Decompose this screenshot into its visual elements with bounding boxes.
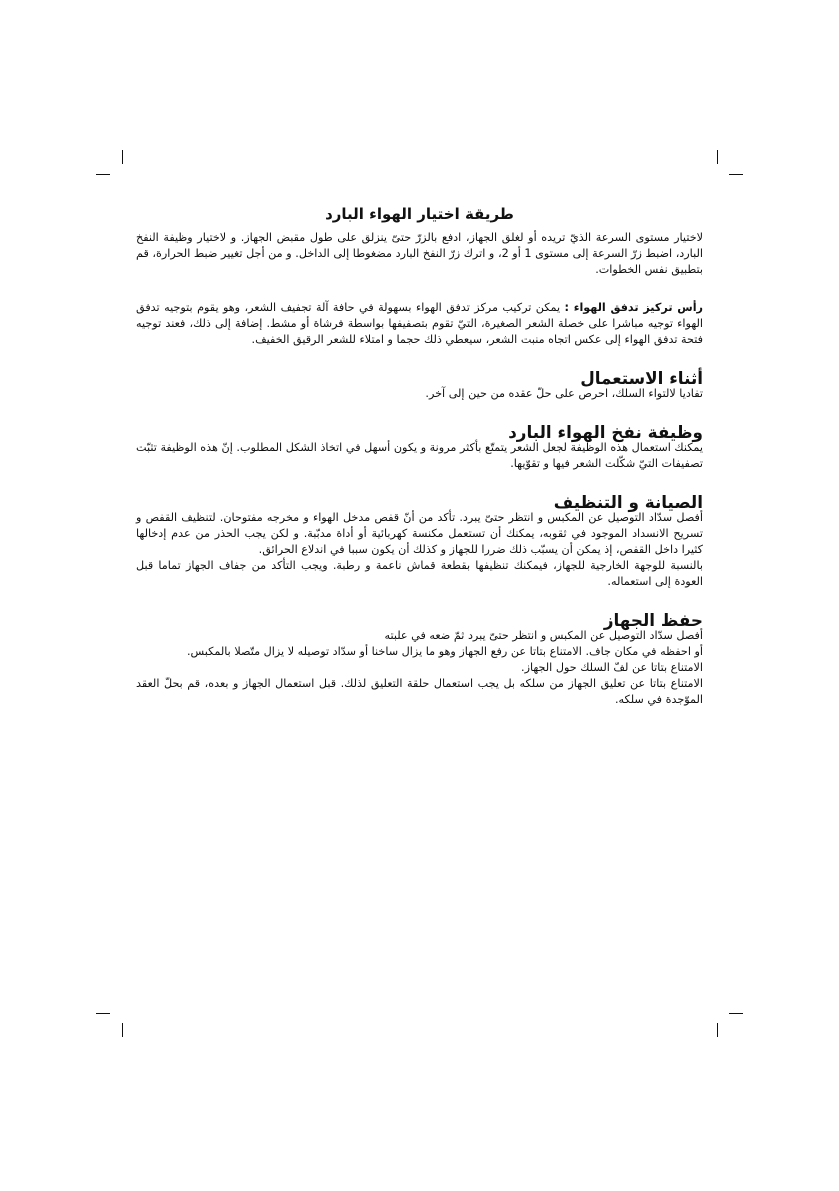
during-use-section <box>136 370 703 402</box>
nozzle-heading: رأس تركيز تدفق الهواء : <box>564 301 703 314</box>
maintenance-paragraph-2: بالنسبة للوجهة الخارجية للجهاز، فيمكنك تنظيفها بقطعة قماش ناعمة و رطبة. ويجب التأكد من جفاف الجهاز تماما قبل العودة إلى استعماله. <box>136 559 703 588</box>
storage-paragraph-4: الامتناع بتاتا عن تعليق الجهاز من سلكه بل يجب استعمال حلقة التعليق لذلك. قبل استعمال الجهاز و بعده، قم بحلّ العقد الموّجدة في سلكه. <box>136 677 703 706</box>
during-use-paragraph: تفاديا لالتواء السلك، احرص على حلّ عقده من حين إلى آخر. <box>425 387 703 400</box>
intro-section <box>136 230 703 278</box>
storage-paragraph-3: الامتناع بتاتا عن لفّ السلك حول الجهاز. <box>521 661 703 674</box>
document-page <box>136 204 703 730</box>
maintenance-heading: الصيانة و التنظيف <box>553 492 703 512</box>
during-use-heading: أثناء الاستعمال <box>580 368 703 388</box>
cold-air-paragraph: يمكنك استعمال هذه الوظيفة لجعل الشعر يتمتّع بأكثر مرونة و يكون أسهل في اتخاذ الشكل المطلوب. إنّ هذه الوظيفة تثبّت تصفيفات التيّ شكّلت الشعر فيها و تقوّيها. <box>136 441 703 470</box>
crop-mark-bottom-right-vertical <box>717 1023 718 1037</box>
crop-mark-top-right-vertical <box>717 150 718 164</box>
cold-air-heading: وظيفة نفخ الهواء البارد <box>508 422 703 442</box>
nozzle-section <box>136 300 703 348</box>
maintenance-section <box>136 494 703 590</box>
maintenance-paragraph-1: أفصل سدّاد التوصيل عن المكبس و انتظر حتىّ يبرد. تأكد من أنّ قفص مدخل الهواء و مخرجه مفتوحان. لتنظيف القفص و تسريح الانسداد الموجود في ثقوبه، يمكنك أن تستعمل مكنسة كهربائية أو أداة مدبّبة. و لكن يجب الحذر من عدم إدخالها كثيرا داخل القفص، إذ يمكن أن يسبّب ذلك ضررا للجهاز و كذلك أن يكون سببا في اندلاع الحرائق. <box>136 511 703 556</box>
page-title: طريقة اختيار الهواء البارد <box>325 205 514 223</box>
storage-section <box>136 612 703 708</box>
storage-heading: حفظ الجهاز <box>603 610 703 630</box>
cold-air-section <box>136 424 703 472</box>
storage-paragraph-1: أفصل سدّاد التوصيل عن المكبس و انتظر حتىّ يبرد ثمّ ضعه في علبته <box>384 629 703 642</box>
crop-mark-top-left-horizontal <box>96 174 110 175</box>
crop-mark-top-left-vertical <box>122 150 123 164</box>
nozzle-text: يمكن تركيب مركز تدفق الهواء بسهولة في حافة آلة تجفيف الشعر، وهو يقوم بتوجيه تدفق الهواء توجيه مباشرا على خصلة الشعر الصغيرة، التيّ تقوم بتصفيفها بواسطة فرشاة أو مشط. إضافة إلى ذلك، فعند توجيه فتحة تدفق الهواء إلى عكس اتجاه منبت الشعر، سيعطي ذلك حجما و امتلاء للشعر الرقيق الخفيف. <box>136 301 703 346</box>
crop-mark-bottom-left-vertical <box>122 1023 123 1037</box>
intro-paragraph: لاختيار مستوى السرعة الذيّ تريده أو لغلق الجهاز، ادفع بالزرّ حتىّ ينزلق على طول مقبض الجهاز. و لاختيار وظيفة النفخ البارد، اضبط زرّ السرعة إلى مستوى 1 أو 2، و اترك زرّ النفخ البارد مضغوطا إلى الداخل. و من أجل تغيير ضبط الحرارة، قم بتطبيق نفس الخطوات. <box>136 231 703 276</box>
crop-mark-bottom-left-horizontal <box>96 1013 110 1014</box>
crop-mark-bottom-right-horizontal <box>729 1013 743 1014</box>
storage-paragraph-2: أو احفظه في مكان جاف. الامتناع بتاتا عن رفع الجهاز وهو ما يزال ساخنا أو سدّاد توصيله لا يزال متّصلا بالمكبس. <box>186 645 703 658</box>
crop-mark-top-right-horizontal <box>729 174 743 175</box>
nozzle-paragraph <box>136 300 703 348</box>
